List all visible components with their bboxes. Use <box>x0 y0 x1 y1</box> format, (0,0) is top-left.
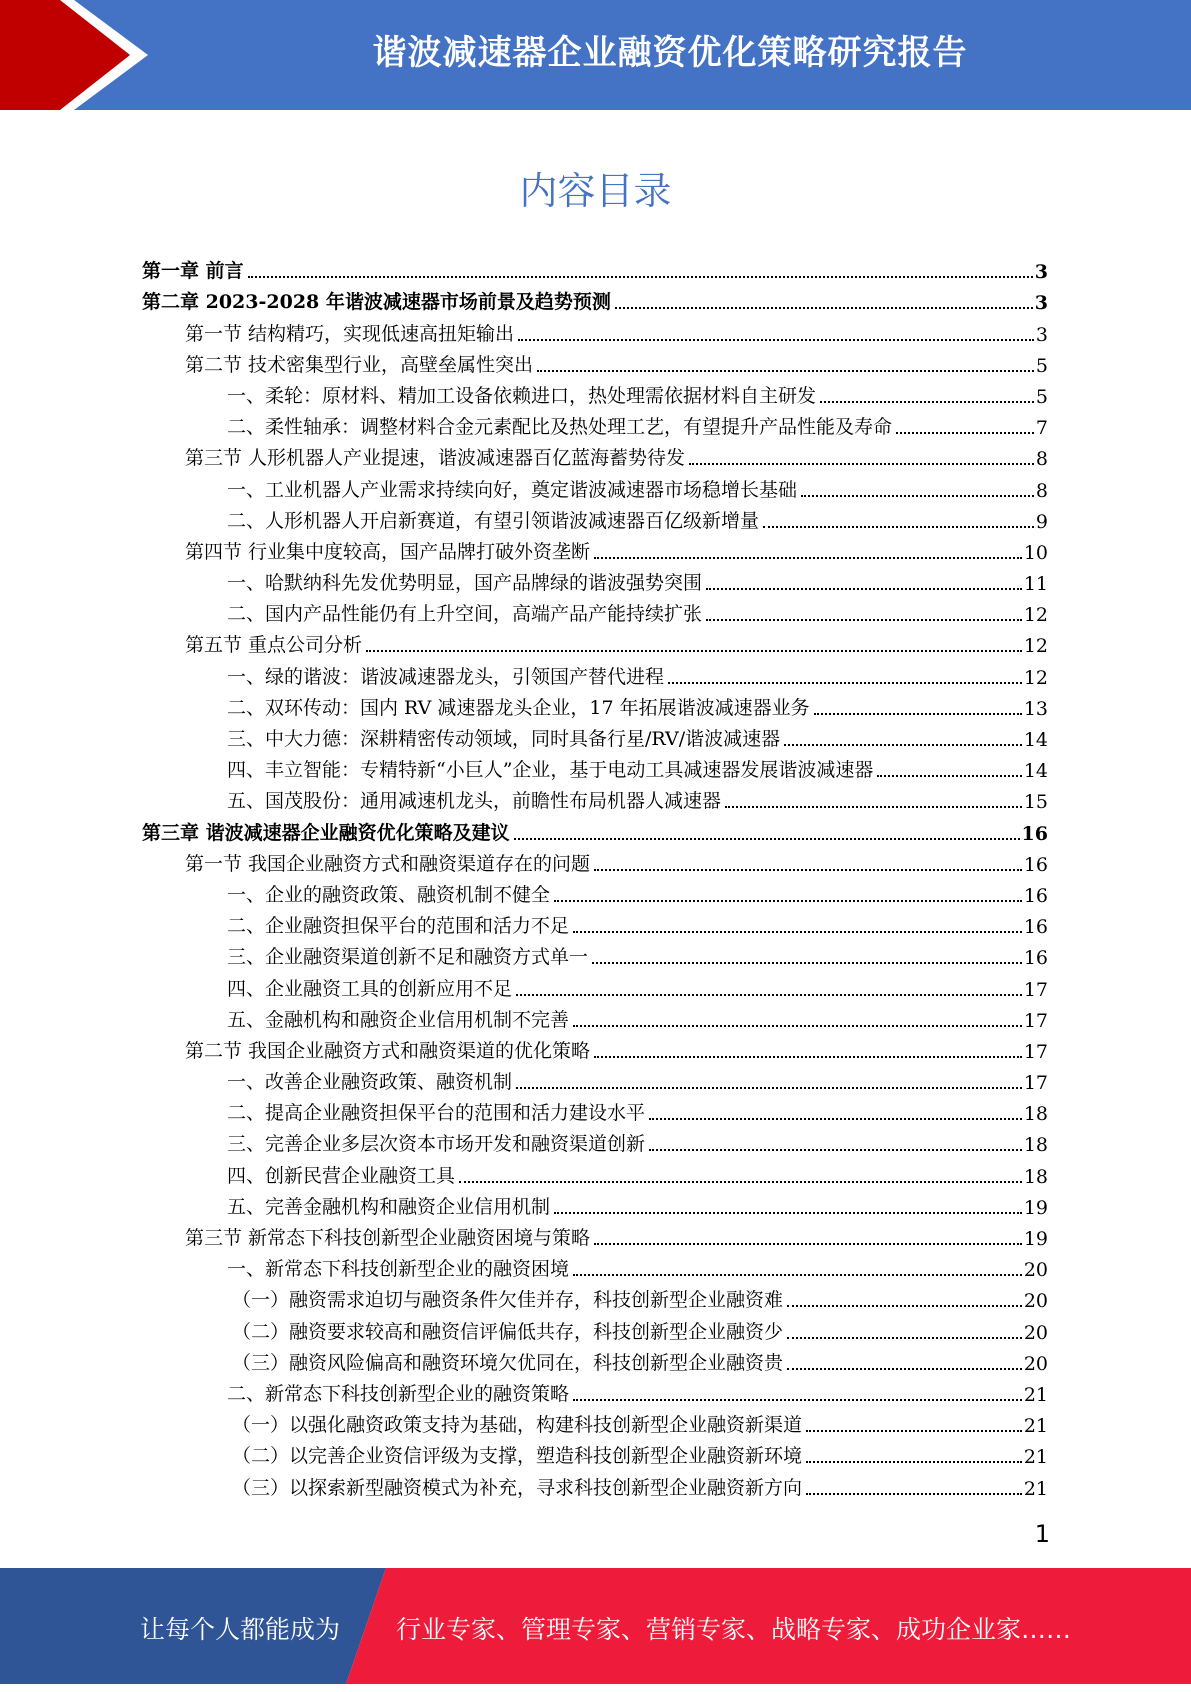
toc-dot-leader <box>706 584 1022 590</box>
toc-entry-label: 五、金融机构和融资企业信用机制不完善 <box>227 1008 570 1031</box>
toc-entry-label: （二）融资要求较高和融资信评偏低共存，科技创新型企业融资少 <box>232 1320 784 1343</box>
toc-entry-page: 16 <box>1023 947 1048 970</box>
toc-entry-page: 5 <box>1035 385 1048 408</box>
toc-entry[interactable] <box>142 1437 1048 1468</box>
toc-entry-page: 17 <box>1023 1009 1048 1032</box>
toc-entry-page: 18 <box>1023 1134 1048 1157</box>
header-arrow-red <box>0 0 130 110</box>
toc-entry-page: 11 <box>1023 573 1048 596</box>
toc-entry-label: 第二节 我国企业融资方式和融资渠道的优化策略 <box>185 1039 591 1062</box>
toc-entry[interactable] <box>142 938 1048 969</box>
toc-dot-leader <box>594 553 1022 559</box>
toc-entry[interactable] <box>142 1063 1048 1094</box>
toc-dot-leader <box>763 522 1034 528</box>
toc-entry-page: 5 <box>1035 354 1048 377</box>
toc-dot-leader <box>554 896 1022 902</box>
toc-entry[interactable] <box>142 720 1048 751</box>
toc-entry-page: 12 <box>1023 604 1048 627</box>
toc-entry-page: 18 <box>1023 1103 1048 1126</box>
header-arrow-graphic <box>0 0 150 110</box>
toc-entry-label: 二、新常态下科技创新型企业的融资策略 <box>227 1382 570 1405</box>
toc-entry-page: 14 <box>1023 760 1048 783</box>
toc-entry[interactable] <box>142 907 1048 938</box>
toc-entry-label: 二、提高企业融资担保平台的范围和活力建设水平 <box>227 1102 646 1125</box>
toc-entry-page: 10 <box>1023 541 1048 564</box>
toc-entry-label: 一、工业机器人产业需求持续向好，奠定谐波减速器市场稳增长基础 <box>227 478 798 501</box>
toc-entry-page: 21 <box>1023 1415 1048 1438</box>
toc-entry[interactable] <box>142 1406 1048 1437</box>
toc-dot-leader <box>514 834 1020 840</box>
toc-dot-leader <box>787 1364 1022 1370</box>
toc-entry[interactable] <box>142 377 1048 408</box>
toc-title: 内容目录 <box>519 169 672 213</box>
toc-entry[interactable] <box>142 1250 1048 1281</box>
toc-dot-leader <box>787 1333 1022 1339</box>
toc-dot-leader <box>516 1083 1022 1089</box>
toc-entry-page: 20 <box>1023 1321 1048 1344</box>
toc-dot-leader <box>554 1208 1022 1214</box>
toc-entry[interactable] <box>142 283 1048 314</box>
toc-entry[interactable] <box>142 813 1048 844</box>
toc-entry[interactable] <box>142 1032 1048 1063</box>
toc-dot-leader <box>649 1145 1022 1151</box>
toc-dot-leader <box>668 678 1022 684</box>
footer-slogan-right: 行业专家、管理专家、营销专家、战略专家、成功企业家…… <box>396 1615 1072 1644</box>
toc-entry-label: 第五节 重点公司分析 <box>185 634 363 657</box>
toc-entry[interactable] <box>142 346 1048 377</box>
toc-entry-page: 13 <box>1023 697 1048 720</box>
header-band <box>0 0 1191 110</box>
toc-entry[interactable] <box>142 502 1048 533</box>
toc-entry[interactable] <box>142 533 1048 564</box>
toc-entry-label: 四、丰立智能：专精特新“小巨人”企业，基于电动工具减速器发展谐波减速器 <box>227 759 874 782</box>
toc-entry-page: 14 <box>1023 729 1048 751</box>
toc-dot-leader <box>820 397 1034 403</box>
toc-dot-leader <box>594 1052 1022 1058</box>
toc-entry-label: 第三节 新常态下科技创新型企业融资困境与策略 <box>185 1227 591 1249</box>
toc-entry-page: 21 <box>1023 1446 1048 1469</box>
toc-dot-leader <box>366 646 1022 652</box>
toc-entry[interactable] <box>142 1344 1048 1375</box>
toc-entry-label: 第一节 结构精巧，实现低速高扭矩输出 <box>185 322 515 345</box>
report-title: 谐波减速器企业融资优化策略研究报告 <box>372 33 968 73</box>
toc-entry-label: （三）融资风险偏高和融资环境欠优同在，科技创新型企业融资贵 <box>232 1351 784 1374</box>
toc-entry-page: 20 <box>1023 1259 1048 1282</box>
toc-entry-label: 一、改善企业融资政策、融资机制 <box>227 1071 513 1094</box>
toc-entry[interactable] <box>142 1281 1048 1312</box>
toc-entry[interactable] <box>142 876 1048 907</box>
toc-entry[interactable] <box>142 1156 1048 1187</box>
toc-dot-leader <box>725 802 1022 808</box>
toc-dot-leader <box>706 615 1022 621</box>
toc-entry-page: 8 <box>1035 448 1048 471</box>
table-of-contents <box>142 252 1048 1500</box>
toc-entry[interactable] <box>142 969 1048 1000</box>
toc-entry-label: 一、哈默纳科先发优势明显，国产品牌绿的谐波强势突围 <box>227 572 703 595</box>
toc-dot-leader <box>801 491 1034 497</box>
toc-dot-leader <box>573 1395 1022 1401</box>
toc-entry-label: 三、企业融资渠道创新不足和融资方式单一 <box>227 946 589 969</box>
toc-entry-label: 一、柔轮：原材料、精加工设备依赖进口，热处理需依据材料自主研发 <box>227 384 817 407</box>
toc-dot-leader <box>877 771 1021 777</box>
toc-dot-leader <box>896 428 1034 434</box>
toc-entry-label: 第二节 技术密集型行业，高壁垒属性突出 <box>185 353 534 376</box>
footer-slogan-left: 让每个人都能成为 <box>140 1615 341 1644</box>
toc-dot-leader <box>615 303 1033 309</box>
toc-entry-label: （三）以探索新型融资模式为补充，寻求科技创新型企业融资新方向 <box>232 1476 803 1499</box>
toc-entry[interactable] <box>142 1312 1048 1343</box>
toc-entry-page: 16 <box>1023 853 1048 876</box>
toc-dot-leader <box>573 927 1022 933</box>
toc-dot-leader <box>248 272 1033 278</box>
toc-entry[interactable] <box>142 751 1048 782</box>
toc-entry-page: 12 <box>1023 666 1048 689</box>
toc-entry-page: 16 <box>1023 884 1048 907</box>
toc-entry[interactable] <box>142 626 1048 657</box>
toc-entry-page: 21 <box>1023 1477 1048 1500</box>
toc-entry-label: 二、企业融资担保平台的范围和活力不足 <box>227 915 570 938</box>
toc-entry-label: （二）以完善企业资信评级为支撑，塑造科技创新型企业融资新环境 <box>232 1445 803 1468</box>
toc-entry-label: 一、绿的谐波：谐波减速器龙头，引领国产替代进程 <box>227 665 665 688</box>
toc-entry[interactable] <box>142 252 1048 283</box>
toc-entry-label: 第三节 人形机器人产业提速，谐波减速器百亿蓝海蓄势待发 <box>185 447 686 470</box>
toc-entry-label: 五、国茂股份：通用减速机龙头，前瞻性布局机器人减速器 <box>227 790 722 813</box>
toc-dot-leader <box>537 366 1034 372</box>
toc-entry-label: 二、双环传动：国内 RV 减速器龙头企业，17 年拓展谐波减速器业务 <box>227 696 810 719</box>
toc-entry-page: 12 <box>1023 635 1048 658</box>
toc-entry-label: 二、人形机器人开启新赛道，有望引领谐波减速器百亿级新增量 <box>227 509 760 532</box>
footer-band <box>0 1568 1191 1684</box>
toc-entry-page: 17 <box>1023 978 1048 1001</box>
toc-entry[interactable] <box>142 1468 1048 1499</box>
toc-entry-label: 第一章 前言 <box>142 260 244 283</box>
toc-entry-label: 四、企业融资工具的创新应用不足 <box>227 977 513 1000</box>
toc-dot-leader <box>594 865 1022 871</box>
toc-entry-page: 7 <box>1035 417 1048 440</box>
toc-dot-leader <box>516 990 1022 996</box>
toc-entry-label: （一）融资需求迫切与融资条件欠佳并存，科技创新型企业融资难 <box>232 1289 784 1312</box>
toc-entry-page: 21 <box>1023 1383 1048 1406</box>
toc-entry-label: 五、完善金融机构和融资企业信用机制 <box>227 1195 551 1218</box>
toc-entry[interactable] <box>142 1125 1048 1156</box>
toc-entry[interactable] <box>142 657 1048 688</box>
toc-entry-page: 3 <box>1035 323 1048 346</box>
toc-dot-leader <box>787 1301 1022 1307</box>
toc-dot-leader <box>649 1114 1022 1120</box>
toc-dot-leader <box>806 1426 1022 1432</box>
toc-dot-leader <box>806 1489 1022 1495</box>
toc-dot-leader <box>518 335 1034 341</box>
toc-entry[interactable] <box>142 408 1048 439</box>
toc-entry-page: 20 <box>1023 1290 1048 1313</box>
toc-dot-leader <box>806 1457 1022 1463</box>
toc-dot-leader <box>814 709 1022 715</box>
toc-entry[interactable] <box>142 1188 1048 1219</box>
toc-dot-leader <box>784 740 1022 746</box>
toc-entry[interactable] <box>142 564 1048 595</box>
toc-dot-leader <box>594 1239 1022 1245</box>
toc-entry[interactable] <box>142 845 1048 876</box>
toc-entry-label: （一）以强化融资政策支持为基础，构建科技创新型企业融资新渠道 <box>232 1414 803 1437</box>
toc-entry-label: 四、创新民营企业融资工具 <box>227 1164 456 1187</box>
toc-dot-leader <box>689 459 1034 465</box>
toc-dot-leader <box>573 1270 1022 1276</box>
toc-entry[interactable] <box>142 1375 1048 1406</box>
toc-entry[interactable] <box>142 470 1048 501</box>
toc-entry-page: 18 <box>1023 1165 1048 1188</box>
toc-entry[interactable] <box>142 689 1048 720</box>
toc-entry-page: 9 <box>1035 510 1048 533</box>
toc-entry[interactable] <box>142 314 1048 345</box>
toc-entry-page: 17 <box>1023 1072 1048 1095</box>
toc-entry[interactable] <box>142 1219 1048 1250</box>
toc-entry-page: 20 <box>1023 1352 1048 1375</box>
toc-dot-leader <box>573 1021 1022 1027</box>
toc-entry-label: 二、国内产品性能仍有上升空间，高端产品产能持续扩张 <box>227 603 703 626</box>
toc-entry[interactable] <box>142 782 1048 813</box>
toc-entry-page: 3 <box>1034 292 1048 315</box>
toc-entry-page: 3 <box>1034 261 1048 284</box>
toc-entry-label: 一、企业的融资政策、融资机制不健全 <box>227 883 551 906</box>
toc-dot-leader <box>459 1177 1022 1183</box>
toc-entry-label: 一、新常态下科技创新型企业的融资困境 <box>227 1258 570 1281</box>
toc-entry-page: 15 <box>1023 791 1048 814</box>
toc-entry[interactable] <box>142 1001 1048 1032</box>
toc-entry[interactable] <box>142 595 1048 626</box>
toc-entry-label: 第四节 行业集中度较高，国产品牌打破外资垄断 <box>185 540 591 563</box>
toc-entry-page: 17 <box>1023 1040 1048 1063</box>
toc-entry-label: 第一节 我国企业融资方式和融资渠道存在的问题 <box>185 852 591 875</box>
toc-entry-page: 16 <box>1023 916 1048 939</box>
toc-entry[interactable] <box>142 439 1048 470</box>
toc-dot-leader <box>592 958 1022 964</box>
toc-entry-label: 三、完善企业多层次资本市场开发和融资渠道创新 <box>227 1133 646 1156</box>
toc-entry-label: 三、中大力德：深耕精密传动领域，同时具备行星/RV/谐波减速器 <box>227 728 781 750</box>
toc-entry-page: 16 <box>1021 822 1048 845</box>
toc-entry-label: 第二章 2023-2028 年谐波减速器市场前景及趋势预测 <box>142 291 611 314</box>
page-number: 1 <box>1034 1520 1050 1548</box>
toc-entry-page: 19 <box>1023 1196 1048 1219</box>
toc-entry-label: 第三章 谐波减速器企业融资优化策略及建议 <box>142 821 510 844</box>
toc-entry-label: 二、柔性轴承：调整材料合金元素配比及热处理工艺，有望提升产品性能及寿命 <box>227 416 893 439</box>
toc-entry-page: 19 <box>1023 1228 1048 1250</box>
toc-entry[interactable] <box>142 1094 1048 1125</box>
toc-entry-page: 8 <box>1035 479 1048 502</box>
